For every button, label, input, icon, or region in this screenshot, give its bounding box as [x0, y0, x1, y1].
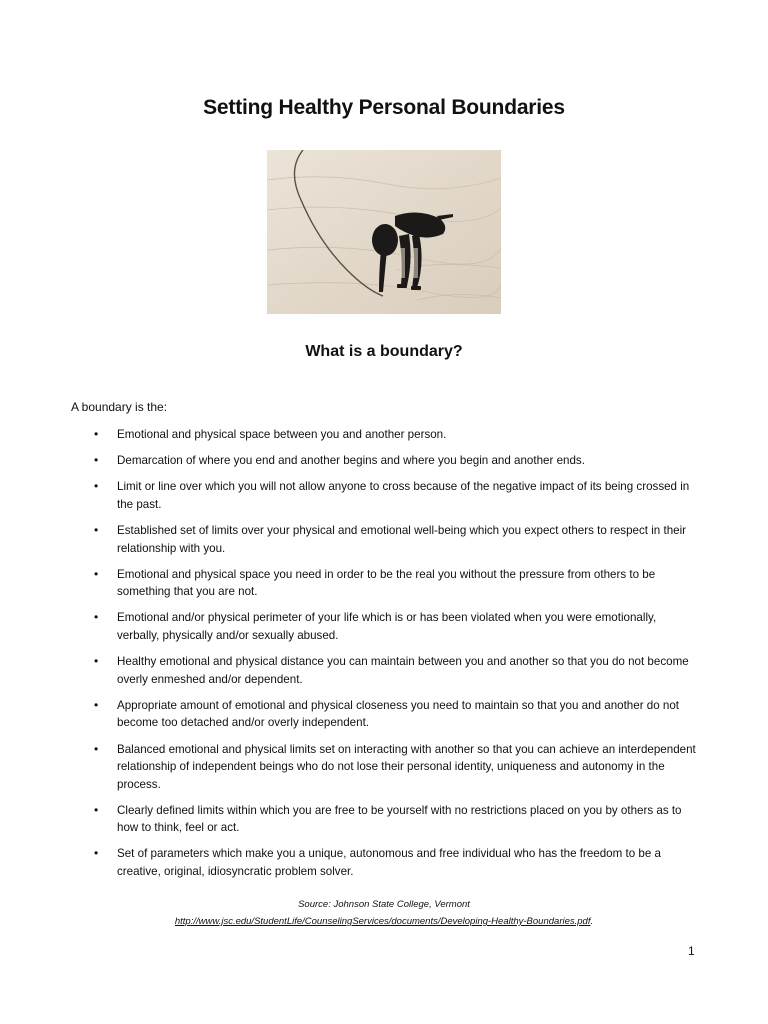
intro-text: A boundary is the: — [71, 400, 168, 414]
list-item: • Emotional and physical space between you and another person. — [94, 426, 698, 444]
list-item: • Demarcation of where you end and another begins and where you begin and another ends. — [94, 452, 698, 470]
list-item: • Healthy emotional and physical distance you can maintain between you and another so that you do not become overly enmeshed and/or dependent. — [94, 654, 689, 686]
list-item: • Established set of limits over your physical and emotional well-being which you expect others to respect in their relationship with you. — [94, 523, 687, 555]
list-item: • Set of parameters which make you a unique, autonomous and free individual who has the freedom to be a creative, original, idiosyncratic problem solver. — [94, 846, 661, 878]
bullet-icon: • — [94, 802, 99, 817]
source-link-suffix: . — [590, 916, 594, 927]
source-link[interactable]: http://www.jsc.edu/StudentLife/CounselingServices/documents/Developing-Healthy-Boundaries.pdf — [174, 916, 591, 927]
person-drawing-line-in-sand-icon — [267, 150, 501, 314]
bullet-icon: • — [94, 566, 99, 581]
source-citation — [0, 896, 768, 930]
bullet-icon: • — [94, 610, 99, 625]
list-item: • Emotional and/or physical perimeter of your life which is or has been violated when you were emotionally, verbally, physically and/or sexually abused. — [94, 610, 657, 642]
list-item: • Limit or line over which you will not allow anyone to cross because of the negative impact of its being crossed in the past. — [94, 479, 690, 511]
bullet-icon: • — [94, 427, 99, 441]
section-heading: What is a boundary? — [305, 343, 463, 360]
bullet-icon: • — [94, 697, 99, 712]
bullet-icon: • — [94, 741, 99, 756]
list-item: • Balanced emotional and physical limits set on interacting with another so that you can achieve an interdependent relationship of independent beings who do not lose their personal identity, uniqueness and autonomy in the process. — [94, 741, 696, 791]
list-item: • Emotional and physical space you need in order to be the real you without the pressure from others to be something that you are not. — [94, 566, 656, 599]
page-title: Setting Healthy Personal Boundaries — [203, 96, 565, 119]
bullet-icon: • — [94, 654, 99, 669]
source-line: Source: Johnson State College, Vermont — [298, 899, 470, 910]
page-number: 1 — [688, 944, 695, 958]
list-item: • Clearly defined limits within which you are free to be yourself with no restrictions placed on you by others as to how to think, feel or act. — [94, 802, 682, 835]
bullet-icon: • — [94, 479, 99, 494]
bullet-icon: • — [94, 453, 99, 468]
list-item: • Appropriate amount of emotional and physical closeness you need to maintain so that you and another do not become too detached and/or overly independent. — [94, 697, 680, 730]
bullet-icon: • — [94, 523, 99, 538]
boundary-definition-list — [94, 426, 698, 889]
bullet-icon: • — [94, 846, 99, 861]
